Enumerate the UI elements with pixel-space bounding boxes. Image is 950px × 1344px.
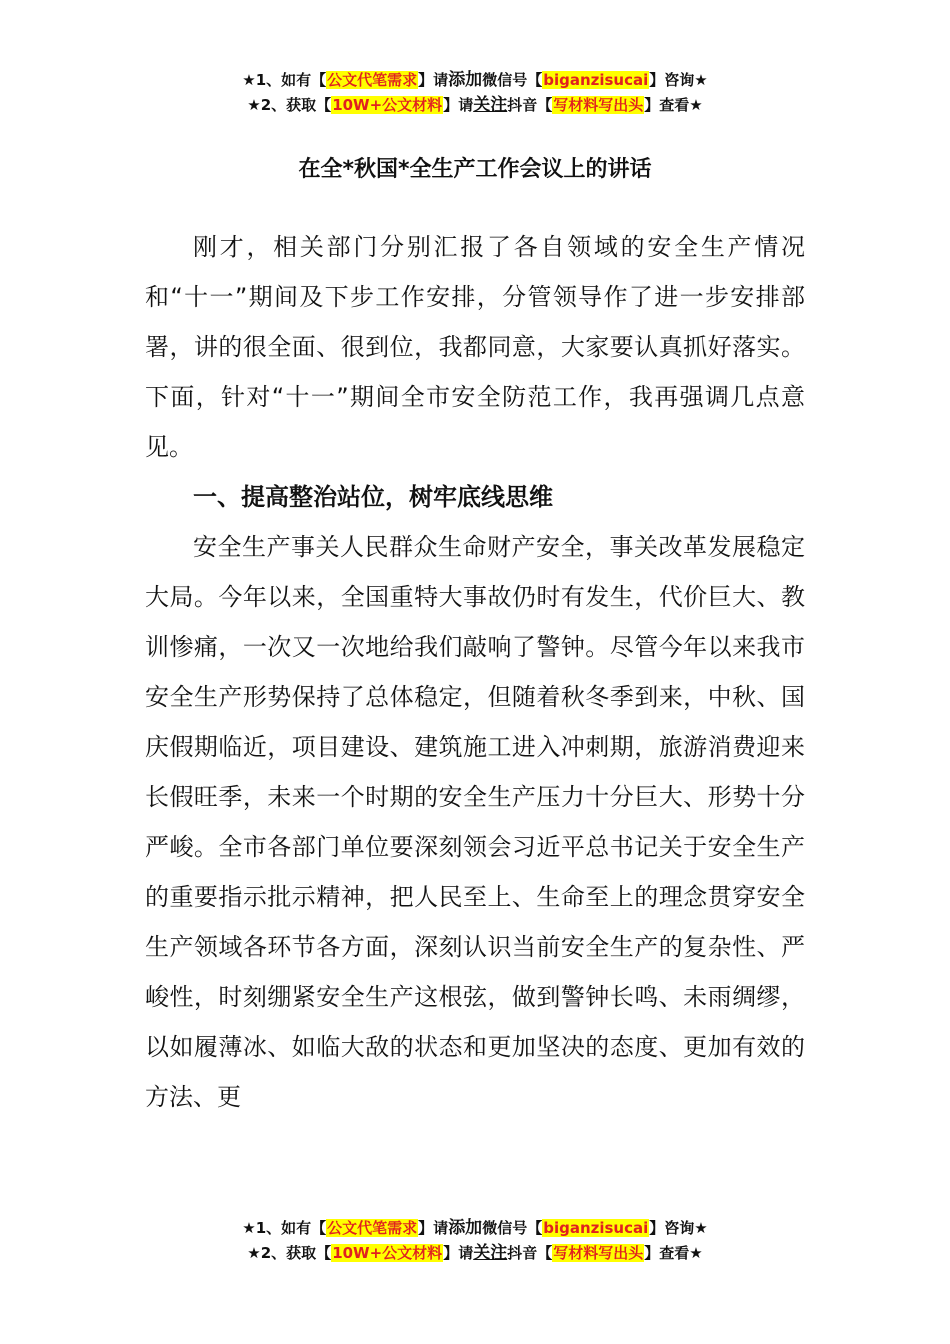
paragraph: 刚才，相关部门分别汇报了各自领域的安全生产情况和“十一”期间及下步工作安排，分管领导作了进一步安排部署，讲的很全面、很到位，我都同意，大家要认真抓好落实。下面，针对“十一”期间全市安全防范工作，我再强调几点意见。 [145, 233, 805, 461]
banner-highlight: 公文代笔需求 [327, 1219, 418, 1237]
banner-text: 关注 [473, 1243, 508, 1263]
banner-text: ★2、获取【 [247, 96, 332, 114]
banner-line-1 [0, 1216, 950, 1241]
banner-text: ★2、获取【 [247, 1244, 332, 1262]
banner-text: 】请 [443, 96, 474, 114]
banner-text: 】咨询★ [649, 71, 708, 89]
banner-highlight: 写材料写出头 [553, 96, 644, 114]
banner-text: 】查看★ [644, 96, 703, 114]
banner-highlight: biganzisucai [543, 1219, 649, 1237]
banner-highlight: 10W+公文材料 [332, 96, 443, 114]
banner-highlight: 10W+公文材料 [332, 1244, 443, 1262]
banner-text: 】请 [418, 1219, 449, 1237]
footer-banner [0, 1216, 950, 1266]
banner-text: 添加 [448, 1218, 483, 1238]
banner-text: 】咨询★ [649, 1219, 708, 1237]
banner-highlight: 公文代笔需求 [327, 71, 418, 89]
document-body [145, 222, 805, 1122]
banner-line-2 [0, 93, 950, 118]
paragraph: 安全生产事关人民群众生命财产安全，事关改革发展稳定大局。今年以来，全国重特大事故仍时有发生，代价巨大、教训惨痛，一次又一次地给我们敲响了警钟。尽管今年以来我市安全生产形势保持了总体稳定，但随着秋冬季到来，中秋、国庆假期临近，项目建设、建筑施工进入冲刺期，旅游消费迎来长假旺季，未来一个时期的安全生产压力十分巨大、形势十分严峻。全市各部门单位要深刻领会习近平总书记关于安全生产的重要指示批示精神，把人民至上、生命至上的理念贯穿安全生产领域各环节各方面，深刻认识当前安全生产的复杂性、严峻性，时刻绷紧安全生产这根弦，做到警钟长鸣、未雨绸缪，以如履薄冰、如临大敌的状态和更加坚决的态度、更加有效的方法、更 [145, 533, 805, 1111]
header-banner [0, 68, 950, 118]
banner-text: 微信号【 [482, 1219, 543, 1237]
banner-text: 抖音【 [507, 96, 553, 114]
document-title: 在全*秋国*全生产工作会议上的讲话 [298, 157, 652, 182]
banner-text: ★1、如有【 [242, 71, 327, 89]
banner-highlight: biganzisucai [543, 71, 649, 89]
banner-line-1 [0, 68, 950, 93]
banner-text: 关注 [473, 95, 508, 115]
banner-text: 】请 [443, 1244, 474, 1262]
banner-text: 抖音【 [507, 1244, 553, 1262]
section-heading: 一、提高整治站位，树牢底线思维 [193, 483, 553, 511]
banner-line-2 [0, 1241, 950, 1266]
banner-text: 】查看★ [644, 1244, 703, 1262]
banner-text: 添加 [448, 70, 483, 90]
banner-highlight: 写材料写出头 [553, 1244, 644, 1262]
banner-text: ★1、如有【 [242, 1219, 327, 1237]
banner-text: 】请 [418, 71, 449, 89]
banner-text: 微信号【 [482, 71, 543, 89]
